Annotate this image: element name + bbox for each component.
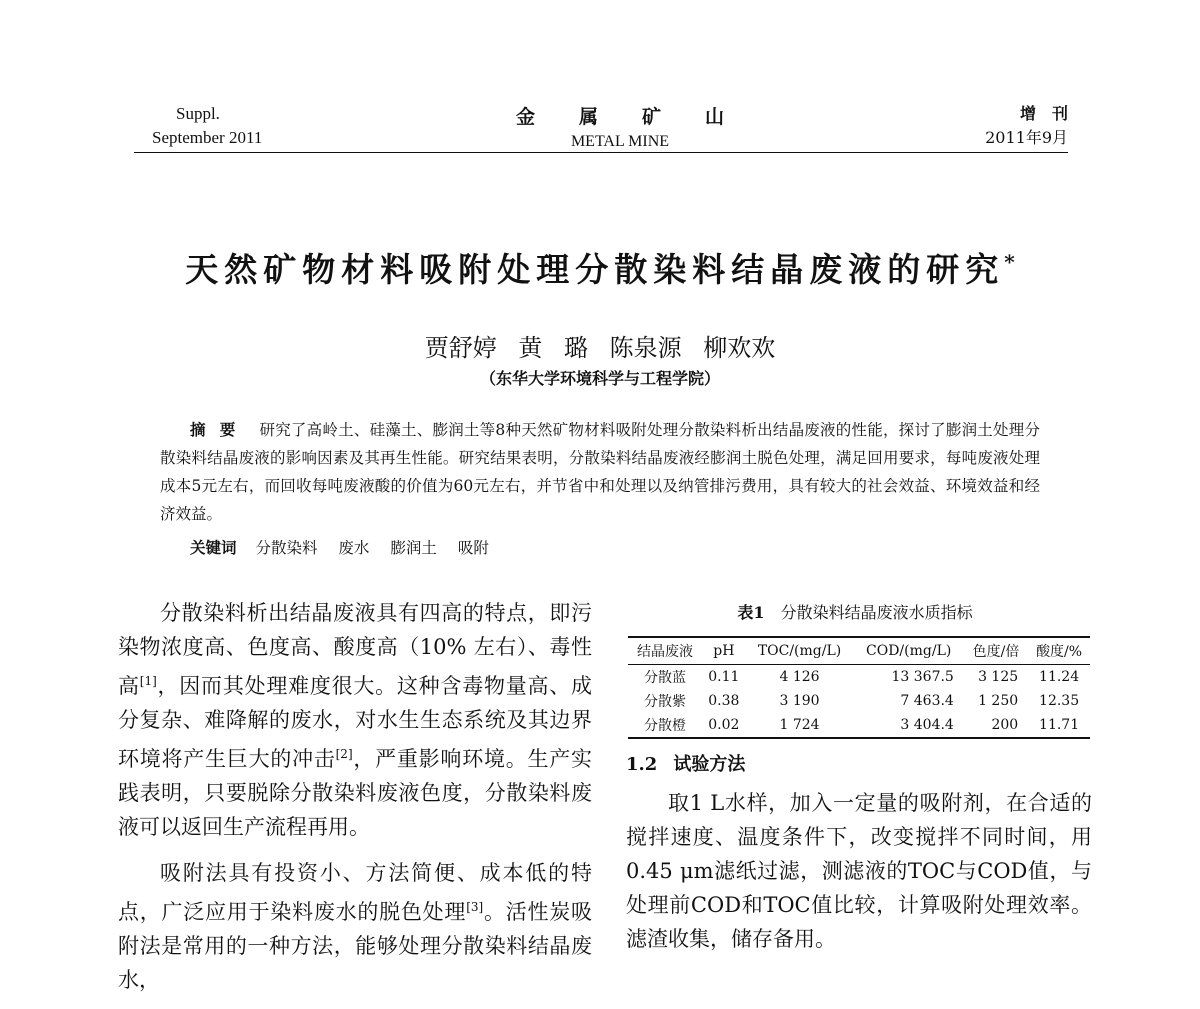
issue-date-cn: 2011年9月: [985, 128, 1068, 147]
citation: [1]: [139, 674, 157, 688]
paragraph-text: ，严重影响环境。生产实践表明，只要脱除分散染料废液色度，分散染料废液可以返回生产流程再用。: [118, 747, 593, 839]
table-cell: 1 250: [978, 693, 1019, 709]
abstract-text: 研究了高岭土、硅藻土、膨润土等8种天然矿物材料吸附处理分散染料析出结晶废液的性能，探讨了膨润土处理分散染料结晶废液的影响因素及其再生性能。研究结果表明，分散染料结晶废液经膨润土脱色处理，满足回用要求，每吨废液处理成本5元左右，而回收每吨废液酸的价值为60元左右，并节省中和处理以及纳管排污费用，具有较大的社会效益、环境效益和经济效益。: [160, 421, 1040, 523]
author-list: 贾舒婷 黄 璐 陈泉源 柳欢欢: [424, 334, 776, 362]
table-cell: 分散橙: [628, 713, 702, 738]
supplement-label: Suppl.: [176, 104, 220, 123]
table-caption: [620, 600, 1090, 623]
col-header: pH: [702, 637, 745, 665]
keywords: [190, 536, 505, 558]
supplement-label-cn: 增刊: [1019, 104, 1084, 123]
running-header-center: [470, 102, 770, 151]
keyword: 膨润土: [390, 539, 437, 557]
table-cell: 3 125: [978, 669, 1019, 685]
body-right-column: [626, 786, 1092, 956]
running-header-left: [152, 102, 262, 150]
col-header: 结晶废液: [628, 637, 702, 665]
abstract-label: 摘要: [190, 420, 250, 439]
intro-paragraph-1: [118, 596, 592, 844]
table-cell: 13 367.5: [891, 669, 954, 685]
keyword: 废水: [338, 539, 370, 557]
paragraph-text: ，因而其处理难度很大。这种含毒物量高、成分复杂、难降解的废水，对水生生态系统及其边界环境将产生巨大的冲击: [118, 674, 593, 771]
table-cell: 7 463.4: [900, 693, 954, 709]
table-title: 分散染料结晶废液水质指标: [780, 603, 973, 622]
affiliation: （东华大学环境科学与工程学院）: [479, 369, 720, 388]
col-header: 酸度/%: [1028, 637, 1090, 665]
section-number: 1.2: [626, 754, 658, 775]
journal-name-en: METAL MINE: [570, 133, 670, 150]
paragraph-text: 分散染料析出结晶废液具有四高的特点，即污染物浓度高、色度高、酸度高（10% 左右）、毒性高: [118, 601, 592, 698]
title-footnote-mark: *: [1004, 250, 1015, 274]
table-number: 表1: [737, 603, 765, 622]
table-cell: 200: [964, 713, 1028, 738]
table-cell: 0.11: [708, 669, 740, 685]
intro-paragraph-2: [118, 856, 592, 997]
paragraph-text: 。活性炭吸附法是常用的一种方法，能够处理分散染料结晶废水，: [118, 900, 593, 992]
citation: [2]: [335, 747, 353, 761]
body-left-column: [118, 596, 592, 1009]
table-cell: 12.35: [1039, 693, 1080, 709]
table-cell: 3 190: [779, 693, 820, 709]
running-header-right: [985, 102, 1084, 150]
citation: [3]: [466, 900, 484, 914]
table-header-row: [628, 637, 1090, 665]
table-cell: 分散蓝: [644, 670, 687, 686]
section-title: 试验方法: [673, 754, 746, 775]
method-paragraph: 取1 L水样，加入一定量的吸附剂，在合适的搅拌速度、温度条件下，改变搅拌不同时间，用0.45 μm滤纸过滤，测滤液的TOC与COD值，与处理前COD和TOC值比较，计算吸附处理效率。滤渣收集，储存备用。: [626, 791, 1092, 951]
col-header: TOC/(mg/L): [746, 637, 854, 665]
table-cell: 0.02: [702, 713, 745, 738]
table-cell: 4 126: [779, 669, 820, 685]
keyword: 分散染料: [255, 539, 318, 557]
table-cell: 11.71: [1028, 713, 1090, 738]
water-quality-table: [628, 636, 1090, 739]
header-rule: [134, 152, 1068, 153]
table-cell: 1 724: [746, 713, 854, 738]
table-cell: 分散紫: [644, 694, 687, 710]
issue-date-en: September 2011: [152, 128, 263, 147]
table-cell: 3 404.4: [854, 713, 964, 738]
table-row: [628, 713, 1090, 738]
paper-title: [80, 244, 1120, 291]
table-cell: 11.24: [1039, 669, 1080, 685]
col-header: COD/(mg/L): [854, 637, 964, 665]
keyword: 吸附: [457, 539, 489, 557]
table-cell: 0.38: [708, 693, 740, 709]
keywords-label: 关键词: [190, 538, 237, 557]
table-row: [628, 689, 1090, 713]
col-header: 色度/倍: [964, 637, 1028, 665]
section-heading: [626, 750, 745, 776]
paragraph-text: 吸附法具有投资小、方法简便、成本低的特点，广泛应用于染料废水的脱色处理: [118, 861, 592, 924]
journal-name-cn: 金属矿山: [515, 107, 768, 128]
title-text: 天然矿物材料吸附处理分散染料结晶废液的研究: [185, 250, 1005, 289]
table-row: [628, 665, 1090, 690]
abstract: [160, 416, 1040, 528]
